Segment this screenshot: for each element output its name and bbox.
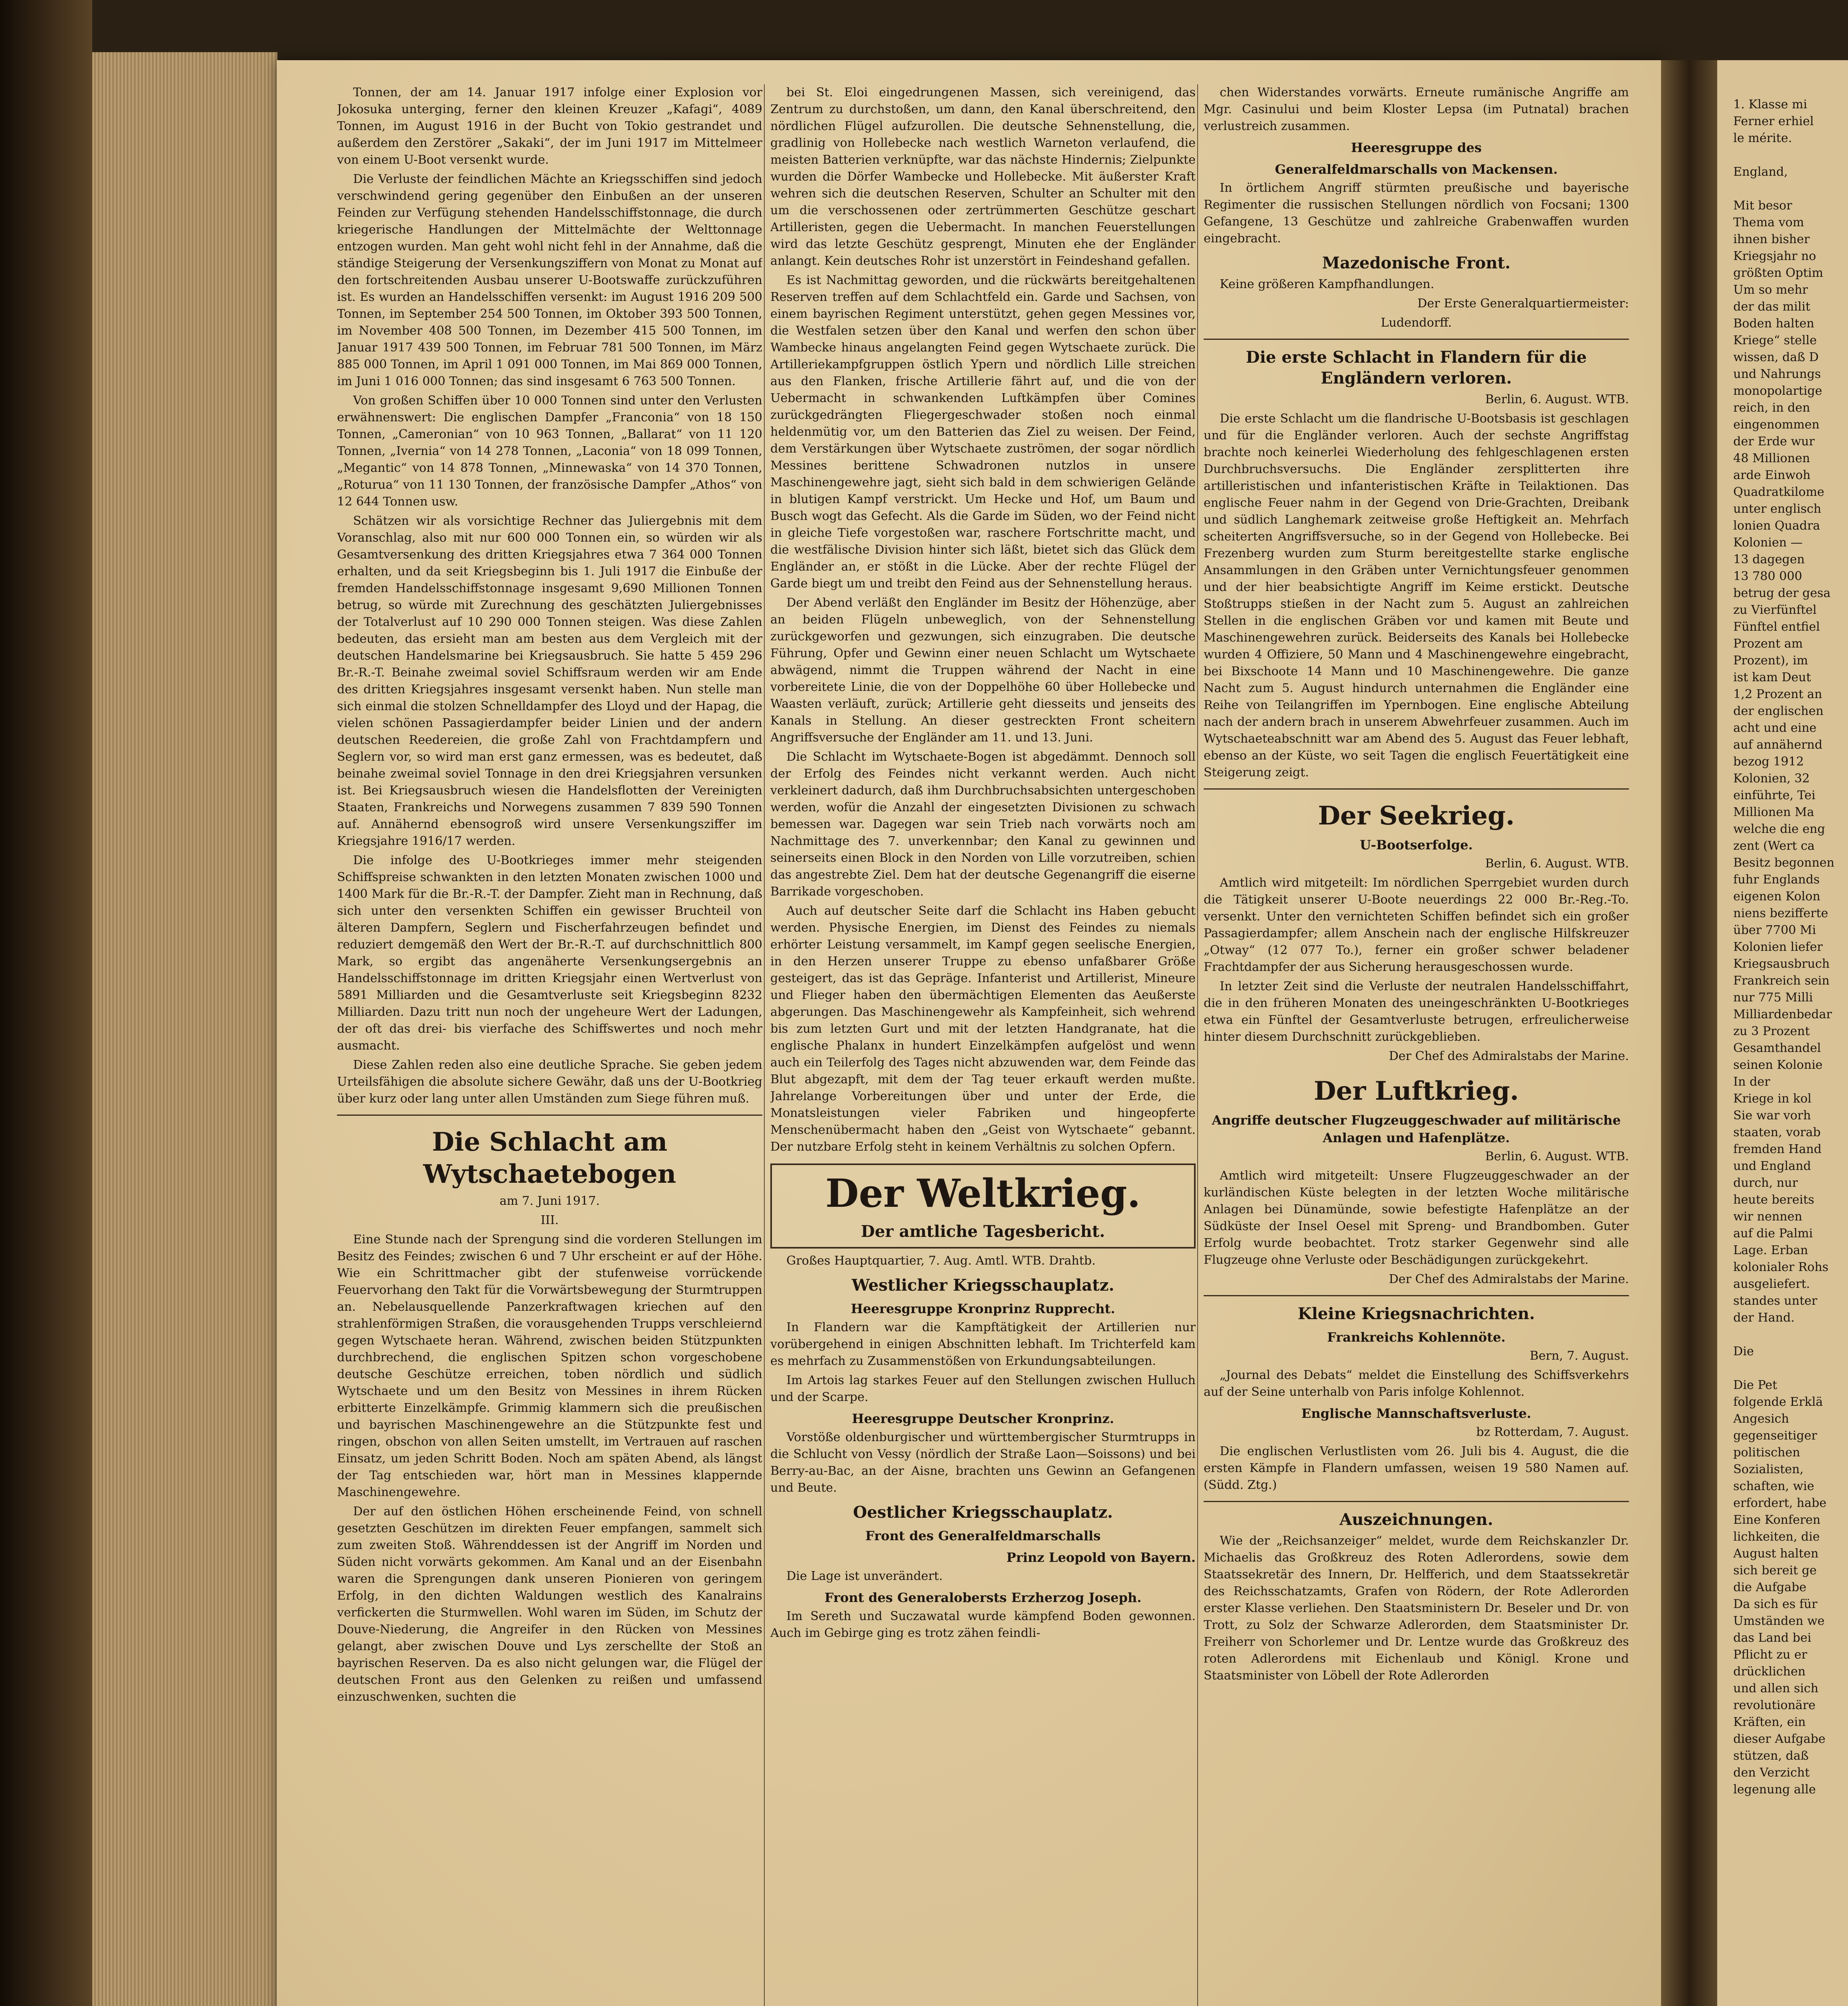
news-heading: Frankreichs Kohlennöte. (1327, 1330, 1506, 1345)
section-subtitle: Angriffe deutscher Flugzeuggeschwader auf militärische Anlagen und Hafenplätze. (1212, 1113, 1621, 1145)
divider (337, 1115, 762, 1116)
next-page-line: zent (Wert ca (1733, 839, 1815, 853)
paragraph: chen Widerstandes vorwärts. Erneute rumänische Angriffe am Mgr. Casinului und beim Kloster Lepsa (im Putnatal) brachen verlustreich zusammen. (1204, 85, 1629, 133)
next-page-line: Angesich (1733, 1412, 1789, 1426)
next-page-line: staaten, vorab (1733, 1125, 1821, 1139)
next-page-line: ist kam Deut (1733, 670, 1811, 684)
dateline: Großes Hauptquartier, 7. Aug. Amtl. WTB. Drahtb. (786, 1254, 1096, 1268)
next-page-line: lonien Quadra (1733, 519, 1820, 533)
next-page-line: arde Einwoh (1733, 468, 1811, 482)
section-title: Der Seekrieg. (1318, 801, 1515, 831)
column-3 (1204, 84, 1629, 2006)
next-page-line: standes unter (1733, 1294, 1818, 1308)
paragraph: In Flandern war die Kampftätigkeit der Artillerien nur vorübergehend in einigen Abschnitten lebhaft. Im Trichterfeld kam es mehrfach zu Zusammenstößen von Erkundungsabteilungen. (770, 1320, 1196, 1368)
next-page-line: Da sich es für (1733, 1597, 1818, 1611)
next-page-line: Kolonien — (1733, 536, 1803, 550)
next-page-line: 13 780 000 (1733, 569, 1802, 583)
next-page-line: politischen (1733, 1446, 1800, 1460)
signature-name: Ludendorff. (1381, 316, 1452, 330)
paragraph: Diese Zahlen reden also eine deutliche Sprache. Sie geben jedem Urteilsfähigen die absolute sichere Gewähr, daß uns der U-Bootkrieg über kurz oder lang unter allen Umständen zum Siege führen muß. (337, 1058, 762, 1106)
next-page-line: Kolonien, 32 (1733, 772, 1810, 786)
newspaper-page (277, 60, 1661, 2006)
next-page-line: lichkeiten, die (1733, 1530, 1820, 1544)
paragraph: Tonnen, der am 14. Januar 1917 infolge einer Explosion vor Jokosuka unterging, ferner den kleinen Kreuzer „Kafagi“, 4089 Tonnen, im August 1916 in der Bucht von Tokio gestrandet und außerdem den Zerstörer „Sakaki“, der im Juni 1917 im Mittelmeer von einem U-Boot versenkt wurde. (337, 85, 762, 167)
next-page-line: Kriegsausbruch (1733, 957, 1830, 971)
next-page-line: eigenen Kolon (1733, 889, 1820, 904)
next-page-line: Die (1733, 1344, 1754, 1358)
next-page-line: drücklichen (1733, 1665, 1806, 1679)
group-heading: Generalfeldmarschalls von Mackensen. (1275, 162, 1558, 177)
next-page-line: der Erde wur (1733, 434, 1815, 449)
next-page-line: legenung alle (1733, 1783, 1816, 1797)
next-page-line: fremden Hand (1733, 1142, 1822, 1156)
next-page-line: acht und eine (1733, 721, 1817, 735)
section-title: Kleine Kriegsnachrichten. (1298, 1304, 1535, 1323)
next-page-line: Gesamthandel (1733, 1041, 1821, 1055)
paragraph: Der Abend verläßt den Engländer im Besitz der Höhenzüge, aber an beiden Flügeln unbeweglich, von der Sehnenstellung zurückgeworfen und gezwungen, sich einzugraben. Die deutsche Führung, Opfer und Gewinn einer neuen Schlacht um Wytschaete abwägend, nimmt die Truppen während der Nacht in eine vorbereitete Linie, die von der Doppelhöhe 60 über Hollebecke und Waasten verläuft, zurück; Artillerie geht diesseits und jenseits des Kanals in Stellung. An dieser gestreckten Front scheitern Angriffsversuche der Engländer am 11. und 13. Juni. (770, 596, 1196, 745)
next-page-line: Milliardenbedar (1733, 1007, 1832, 1021)
divider (1204, 339, 1629, 340)
next-page-line: Kräften, ein (1733, 1715, 1806, 1729)
divider (1204, 1501, 1629, 1502)
group-heading: Heeresgruppe des (1351, 140, 1482, 155)
next-page-line: 13 dagegen (1733, 552, 1805, 566)
paragraph: Der auf den östlichen Höhen erscheinende Feind, von schnell gesetzten Geschützen im direkten Feuer empfangen, sammelt sich zum zweiten Stoß. Währenddessen ist der Angriff im Norden und Süden nicht vorwärts gekommen. Am Kanal und an der Eisenbahn waren die Sprengungen dank unseren Pionieren von geringem Erfolg, in den dichten Waldungen westlich des Kanalrains verfickerten die Sturmwellen. Wohl waren im Süden, im Schutz der Douve-Niederung, die Angreifer in den Rücken von Messines gelangt, aber zwischen Douve und Lys zerschellte der Stoß an bayrischen Reserven. Da es also nicht gelungen war, die Flügel der deutschen Front aus den Gelenken zu reißen und umfassend einzuschwenken, suchten die (337, 1504, 762, 1704)
paragraph: Wie der „Reichsanzeiger“ meldet, wurde dem Reichskanzler Dr. Michaelis das Großkreuz des Roten Adlerordens, sowie dem Staatssekretär des Innern, Dr. Helfferich, und dem Staatssekretär des Reichsschatzamts, Grafen von Rödern, der Rote Adlerorden erster Klasse verliehen. Den Staatsministern Dr. Beseler und Dr. von Trott, zu Solz der Schwarze Adlerorden, dem Staatsminister Dr. Freiherr von Schorlemer und Dr. Lentze wurde das Großkreuz des roten Adlerordens mit Eichenlaub und Königl. Krone und Staatsminister von Löbell der Rote Adlerorden (1204, 1534, 1629, 1683)
section-title: Der Weltkrieg. (825, 1171, 1141, 1216)
next-page-line: Kriege“ stelle (1733, 333, 1817, 347)
article-dateline: Berlin, 6. August. WTB. (1485, 857, 1629, 871)
weltkrieg-banner (770, 1163, 1196, 1249)
next-page-line (1733, 1360, 1848, 1377)
next-page-line: Prozent am (1733, 637, 1803, 651)
next-page-line: Prozent), im (1733, 654, 1808, 668)
next-page-line: Umständen we (1733, 1614, 1825, 1628)
next-page-line (1733, 147, 1848, 164)
next-page-line: der Hand. (1733, 1311, 1795, 1325)
next-page-line: Kriege in kol (1733, 1092, 1811, 1106)
next-page-line: und Nahrungs (1733, 367, 1821, 381)
next-page-line: Sie war vorh (1733, 1109, 1811, 1123)
paragraph: Von großen Schiffen über 10 000 Tonnen sind unter den Verlusten erwähnenswert: Die englischen Dampfer „Franconia“ von 18 150 Tonnen, „Cameronian“ von 10 963 Tonnen, „Ballarat“ von 11 120 Tonnen, „Ivernia“ von 14 278 Tonnen, „Laconia“ von 18 099 Tonnen, „Megantic“ von 14 878 Tonnen, „Minnewaska“ von 14 370 Tonnen, „Roturua“ von 11 130 Tonnen, der französische Dampfer „Athos“ von 12 644 Tonnen usw. (337, 394, 762, 509)
book-gutter (1661, 60, 1717, 2006)
next-page-line: ihnen bisher (1733, 232, 1810, 246)
next-page-line (1733, 1326, 1848, 1343)
next-page-line: Sozialisten, (1733, 1462, 1804, 1476)
next-page-line: nur 775 Milli (1733, 991, 1813, 1005)
next-page-line: wissen, daß D (1733, 350, 1819, 364)
next-page-line: durch, nur (1733, 1176, 1798, 1190)
next-page-line: schaften, wie (1733, 1479, 1814, 1493)
paragraph: Im Artois lag starkes Feuer auf den Stellungen zwischen Hulluch und der Scarpe. (770, 1373, 1196, 1404)
paragraph: bei St. Eloi eingedrungenen Massen, sich vereinigend, das Zentrum zu durchstoßen, um dann, den Kanal überschreitend, den nördlichen Flügel aufzurollen. Die deutsche Sehnenstellung, die, gradlinig von Hollebecke nach westlich Warneton verlaufend, die meisten Batterien verknüpfte, war das nächste Hindernis; Zielpunkte wurden die Dörfer Wambecke und Hollebecke. Mit äußerster Kraft wehren sich die deutschen Reserven, Schulter an Schulter mit den um die verschossenen oder zertrümmerten Geschütze geschart Artilleristen, gegen die Uebermacht. In manchen Feuerstellungen wird das letzte Geschütz gesprengt, Minuten ehe der Engländer anlangt. Kein deutsches Rohr ist unzerstört in Feindeshand gefallen. (770, 85, 1196, 268)
next-page-line: der englischen (1733, 704, 1824, 718)
next-page-line: le mérite. (1733, 131, 1792, 145)
page-edges (92, 52, 278, 2006)
next-page-line: reich, in den (1733, 401, 1810, 415)
paragraph: Eine Stunde nach der Sprengung sind die vorderen Stellungen im Besitz des Feindes; zwischen 6 und 7 Uhr erscheint er auf der Höhe. Wie ein Schrittmacher gibt der stufenweise vorrückende Feuervorhang den Takt für die Vorwärtsbewegung der Sturmtruppen an. Nebelausquellende Panzerkraftwagen kriechen auf den strahlenförmigen Straßen, die vorausgehenden Trupps verschleiernd gegen Wytschaete heran. Während, zwischen beiden Stützpunkten durchbrechend, die englischen Spitzen schon vorgeschobene deutsche Geschütze erreichen, toben nördlich und südlich Wytschaete und um den Besitz von Messines in ihrem Rücken erbitterte Einzelkämpfe. Grimmig klammern sich die preußischen und bayrischen Maschinengewehre an die Stützpunkte fest und ringen, obschon von allen Seiten umstellt, im Vertrauen auf raschen Einsatz, um jeden Schritt Boden. Noch am späten Abend, als längst der Tag entschieden war, hört man in Messines klappernde Maschinengewehre. (337, 1232, 762, 1499)
paragraph: Die Schlacht im Wytschaete-Bogen ist abgedämmt. Dennoch soll der Erfolg des Feindes nicht verkannt werden. Auch nicht verkleinert dadurch, daß ihm Durchbruchsabsichten untergeschoben werden, wofür die Anzahl der eingesetzten Divisionen zu schwach bemessen war. Dagegen war sein Trieb nach vorwärts noch am Nachmittage des 7. unverkennbar; den Kanal zu gewinnen und seinerseits einen Block in den Norden von Lille vorzutreiben, schien das angestrebte Ziel. Dem hat der deutsche Gegenangriff die eiserne Barrikade vorgeschoben. (770, 750, 1196, 899)
section-subtitle: U-Bootserfolge. (1360, 837, 1473, 853)
signature: Der Chef des Admiralstabs der Marine. (1389, 1272, 1629, 1286)
next-page-line: sich bereit ge (1733, 1563, 1817, 1578)
paragraph: Keine größeren Kampfhandlungen. (1220, 277, 1434, 291)
next-page-line: England, (1733, 165, 1788, 179)
next-page-line: heute bereits (1733, 1193, 1814, 1207)
divider (1204, 788, 1629, 790)
next-page-line: monopolartige (1733, 384, 1822, 398)
subsection-heading: Oestlicher Kriegsschauplatz. (853, 1503, 1113, 1522)
next-page-line: zu 3 Prozent (1733, 1024, 1810, 1038)
signature: Der Erste Generalquartiermeister: (1417, 296, 1629, 311)
group-heading: Front des Generalfeldmarschalls (865, 1528, 1101, 1543)
next-page-line: dieser Aufgabe (1733, 1732, 1826, 1746)
paragraph: Die infolge des U-Bootkrieges immer mehr steigenden Schiffspreise schwankten in den letzten Monaten zwischen 1000 und 1400 Mark für die Br.-R.-T. der Dampfer. Zieht man in Rechnung, daß sich unter den versenkten Schiffen ein gewisser Bruchteil von älteren Dampfern, Seglern und Fischerfahrzeugen befindet und reduziert demgemäß den Wert der Br.-R.-T. auf durchschnittlich 800 Mark, so ergibt das angenäherte Versenkungsergebnis an Handelsschiffstonnage im dritten Kriegsjahr einen Wertverlust von 5891 Milliarden und die Gesamtverluste seit Kriegsbeginn 8232 Milliarden. Dazu tritt nun noch der ungeheure Wert der Ladungen, der oft das drei- bis vierfache des Schiffswertes und noch mehr ausmacht. (337, 853, 762, 1053)
column-rule (1197, 84, 1198, 2006)
article-headline: Die Schlacht am Wytschaetebogen (423, 1127, 676, 1189)
next-page-line: Quadratkilome (1733, 485, 1824, 499)
next-page-line: über 7700 Mi (1733, 923, 1816, 937)
column-1 (337, 84, 762, 2006)
next-page-line: 1. Klasse mi (1733, 97, 1807, 112)
next-page-line: revolutionäre (1733, 1698, 1816, 1712)
next-page-line: seinen Kolonie (1733, 1058, 1823, 1072)
next-page-line: stützen, daß (1733, 1749, 1809, 1763)
paragraph: Auch auf deutscher Seite darf die Schlacht ins Haben gebucht werden. Physische Energien, im Dienst des Feindes zu niemals erhörter Leistung versammelt, im Kampf gegen seelische Energien, in den Herzen unserer Truppe zu ebenso unfaßbarer Größe gesteigert, das ist das Gepräge. Infanterist und Artillerist, Mineure und Flieger haben den übermächtigen Elementen das Aeußerste abgerungen. Das Maschinengewehr als Kampfeinheit, sich wehrend bis zum letzten Gurt und mit der letzten Handgranate, hat die englische Phalanx in hundert Einzelkämpfen aufgelöst und wenn auch ein Teilerfolg des Tages nicht abzuwenden war, dem Feinde das Blut abgezapft, mit dem der Tag teuer erkauft werden mußte. Jahrelange Vorbereitungen über und unter der Erde, die Monatsleistungen vieler Fabriken und hingeopferte Menschenübermacht haben den „Geist von Wytschaete“ gebannt. Der nutzbare Erfolg steht in keinem Verhältnis zu solchen Opfern. (770, 904, 1196, 1154)
next-page-line: niens bezifferte (1733, 906, 1828, 920)
next-page-line: und allen sich (1733, 1681, 1819, 1695)
section-subtitle: Der amtliche Tagesbericht. (861, 1222, 1105, 1241)
next-page-line: eingenommen (1733, 418, 1820, 432)
paragraph: In letzter Zeit sind die Verluste der neutralen Handelsschiffahrt, die in den früheren Monaten des uneingeschränkten U-Bootkrieges etwa ein Fünftel der Gesamtverluste betrugen, erfreulicherweise hinter diesem Durchschnitt zurückgeblieben. (1204, 979, 1629, 1044)
next-page-line: In der (1733, 1075, 1771, 1089)
next-page-line: 48 Millionen (1733, 451, 1810, 465)
news-heading: Englische Mannschaftsverluste. (1301, 1406, 1531, 1421)
next-page-column (1733, 96, 1848, 1798)
paragraph: Die englischen Verlustlisten vom 26. Juli bis 4. August, die die ersten Kämpfe in Flandern umfassen, weisen 19 580 Namen auf. (Südd. Ztg.) (1204, 1444, 1629, 1492)
next-page-line: Pflicht zu er (1733, 1648, 1807, 1662)
article-date: am 7. Juni 1917. (500, 1194, 600, 1208)
next-page-line: bezog 1912 (1733, 755, 1804, 769)
next-page-line: betrug der gesa (1733, 586, 1831, 600)
next-page-line (1733, 181, 1848, 197)
next-page-line: und England (1733, 1159, 1811, 1173)
article-dateline: bz Rotterdam, 7. August. (1476, 1425, 1629, 1439)
next-page-line: Die Pet (1733, 1378, 1777, 1392)
next-page-line: Frankreich sein (1733, 974, 1830, 988)
paragraph: Die Verluste der feindlichen Mächte an Kriegsschiffen sind jedoch verschwindend gering gegenüber den Einbußen an der unseren Feinden zur Verfügung stehenden Handelsschiffstonnage, die durch kriegerische Handlungen der Mittelmächte der Welttonnage entzogen wurden. Man geht wohl nicht fehl in der Annahme, daß die ständige Steigerung der Versenkungsziffern von Monat zu Monat auf den fortschreitenden Ausbau unserer U-Bootswaffe zurückzuführen ist. Es wurden an Handelsschiffen versenkt: im August 1916 209 500 Tonnen, im September 254 500 Tonnen, im Oktober 393 500 Tonnen, im November 408 500 Tonnen, im Dezember 415 500 Tonnen, im Januar 1917 439 500 Tonnen, im Februar 781 500 Tonnen, im März 885 000 Tonnen, im April 1 091 000 Tonnen, im Mai 869 000 Tonnen, im Juni 1 016 000 Tonnen; das sind insgesamt 6 763 500 Tonnen. (337, 172, 762, 388)
paragraph: Die erste Schlacht um die flandrische U-Bootsbasis ist geschlagen und für die Engländer verloren. Auch der sechste Angriffstag brachte noch keinerlei Wiederholung des fehlgeschlagenen ersten Durchbruchsversuchs. Die Engländer zersplitterten ihre artilleristischen und infanteristischen Kräfte in Teilaktionen. Das englische Feuer nahm in der Gegend von Drie-Grachten, Dreibank und südlich Langhemark zeitweise große Heftigkeit an. Mehrfach scheiterten Angriffsversuche, so in der Gegend von Hollebecke. Bei Frezenberg wurden zum Sturm bereitgestellte starke englische Ansammlungen in den Gräben unter Vernichtungsfeuer genommen und der hier beabsichtigte Angriff im Keime erstickt. Deutsche Stoßtrupps stießen in der Nacht zum 5. August an zahlreichen Stellen in die englischen Gräben vor und kamen mit Beute und Maschinengewehren zurück. Beiderseits des Kanals bei Hollebecke wurden 4 Offiziere, 50 Mann und 4 Maschinengewehre eingebracht, bei Bixschoote 14 Mann und 10 Maschinengewehre. Die ganze Nacht zum 5. August hindurch unternahmen die Engländer eine Reihe von Teilangriffen im Ypernbogen. Eine englische Abteilung nach der andern brach in unserem Abwehrfeuer zusammen. Auch im Wytschaeteabschnitt war am Abend des 5. August das Feuer lebhaft, ebenso an der Küste, wo seit Tagen die englisch Feuertätigkeit eine Steigerung zeigt. (1204, 412, 1629, 780)
next-page-line: 1,2 Prozent an (1733, 687, 1822, 701)
paragraph: In örtlichem Angriff stürmten preußische und bayerische Regimenter die russischen Stellungen nördlich von Focsani; 1300 Gefangene, 13 Geschütze und zahlreiche Grabenwaffen wurden eingebracht. (1204, 181, 1629, 246)
next-page-line: Ferner erhiel (1733, 114, 1814, 128)
group-heading: Heeresgruppe Deutscher Kronprinz. (852, 1411, 1114, 1426)
next-page-line: die Aufgabe (1733, 1580, 1807, 1594)
group-heading: Front des Generalobersts Erzherzog Joseph. (824, 1590, 1141, 1605)
next-page-line: gegenseitiger (1733, 1429, 1817, 1443)
next-page-line: folgende Erklä (1733, 1395, 1823, 1409)
next-page-line: auf annähernd (1733, 738, 1823, 752)
next-page-line: Thema vom (1733, 215, 1804, 229)
divider (1204, 1295, 1629, 1296)
next-page-line: kolonialer Rohs (1733, 1260, 1829, 1274)
article-dateline: Bern, 7. August. (1529, 1349, 1629, 1363)
paragraph: Schätzen wir als vorsichtige Rechner das Juliergebnis mit dem Voranschlag, also mit nur 600 000 Tonnen ein, so würden wir als Gesamtversenkung des dritten Kriegsjahres etwa 7 364 000 Tonnen erhalten, und da seit Kriegsbeginn bis 1. Juli 1917 die Einbuße der fremden Handelsschiffstonnage insgesamt 9,690 Millionen Tonnen betrug, so würde mit Zurechnung des geschätzten Juliergebnisses der Totalverlust auf 10 290 000 Tonnen steigen. Was diese Zahlen bedeuten, das ersieht man am besten aus dem Vergleich mit der deutschen Handelsmarine bei Kriegsausbruch. Sie hatte 5 459 296 Br.-R.-T. Beinahe zweimal soviel Schiffsraum werden wir am Ende des dritten Kriegsjahres insgesamt versenkt haben. Nun stelle man sich einmal die stolzen Schnelldampfer des Lloyd und der Hapag, die vielen schönen Passagierdampfer beider Linien und der andern deutschen Reedereien, die große Zahl von Frachtdampfern und Seglern vor, so wird man erst ganz ermessen, was es bedeutet, daß beinahe zweimal soviel Tonnage in den drei Kriegsjahren versunken ist. Bei Kriegsausbruch wiesen die Handelsflotten der Vereinigten Staaten, Frankreichs und Norwegens zusammen 7 839 590 Tonnen auf. Annähernd ebensogroß wird unsere Versenkungsziffer im Kriegsjahre 1916/17 werden. (337, 514, 762, 848)
next-page-line: Lage. Erban (1733, 1243, 1808, 1257)
column-2 (770, 84, 1196, 2006)
next-page-line: den Verzicht (1733, 1766, 1810, 1780)
next-page-line: Millionen Ma (1733, 805, 1814, 819)
next-page-line: Eine Konferen (1733, 1513, 1821, 1527)
next-page-line: August halten (1733, 1547, 1819, 1561)
next-page-line: Boden halten (1733, 317, 1814, 331)
section-title: Der Luftkrieg. (1314, 1076, 1519, 1106)
next-page-line: Fünftel entfiel (1733, 620, 1820, 634)
paragraph: Es ist Nachmittag geworden, und die rückwärts bereitgehaltenen Reserven treffen auf dem Schlachtfeld ein. Garde und Sachsen, von einem bayrischen Regiment unterstützt, gehen gegen Messines vor, die Westfalen setzen über den Kanal und werfen den schon über Wambecke hinaus angelangten Feind gegen Wytschaete zurück. Die Artilleriekampfgruppen östlich Ypern und nördlich Lille streichen aus den Flanken, frische Artillerie fährt auf, und die von der Uebermacht in schwankenden Luftkämpfen über Comines zurückgedrängten Fliegergeschwader stoßen noch einmal heldenmütig vor, um den Batterien das Ziel zu weisen. Der Feind, dem Verstärkungen über Wytschaete zuströmen, der sogar nördlich Messines berittene Schwadronen nutzlos in unsere Maschinengewehre jagt, sieht sich bald in dem schwierigen Gelände in blutigen Kampf verstrickt. Um Hecke und Hof, um Baum und Busch wogt das Gefecht. Als die Garde im Süden, wo der Feind nicht in gleiche Tiefe vorgestoßen war, raschere Fortschritte macht, und die westfälische Division hinter sich läßt, bietet sich das Glück dem Engländer an, er stößt in die Lücke. Aber der rechte Flügel der Garde biegt um und treibt den Feind aus der Sehnenstellung heraus. (770, 273, 1196, 591)
next-page-line: einführte, Tei (1733, 788, 1816, 802)
article-headline: Die erste Schlacht in Flandern für die Engländern verloren. (1246, 348, 1587, 388)
paragraph: Amtlich wird mitgeteilt: Im nördlichen Sperrgebiet wurden durch die Tätigkeit unserer U-Boote neuerdings 22 000 Br.-Reg.-To. versenkt. Unter den vernichteten Schiffen befindet sich ein großer Passagierdampfer; allem Anschein nach der englische Hilfskreuzer „Otway“ (12 077 To.), ferner ein großer schwer beladener Frachtdampfer der aus Sicherung herausgeschossen wurde. (1204, 876, 1629, 974)
next-page-line: Kolonien liefer (1733, 940, 1823, 954)
article-part: III. (540, 1213, 559, 1227)
next-page-line: ausgeliefert. (1733, 1277, 1810, 1291)
paragraph: Die Lage ist unverändert. (786, 1569, 943, 1583)
next-page-line: welche die eng (1733, 822, 1825, 836)
group-heading: Heeresgruppe Kronprinz Rupprecht. (851, 1301, 1115, 1316)
next-page-line: Kriegsjahr no (1733, 249, 1816, 263)
subsection-heading: Mazedonische Front. (1322, 254, 1511, 272)
paragraph: „Journal des Debats“ meldet die Einstellung des Schiffsverkehrs auf der Seine unterhalb von Paris infolge Kohlennot. (1204, 1368, 1629, 1399)
next-page-line: Um so mehr (1733, 283, 1808, 297)
paragraph: Vorstöße oldenburgischer und württembergischer Sturmtrupps in die Schlucht von Vessy (nördlich der Straße Laon—Soissons) und bei Berry-au-Bac, an der Aisne, brachten uns Gewinn an Gefangenen und Beute. (770, 1430, 1196, 1495)
news-heading: Auszeichnungen. (1339, 1510, 1493, 1529)
column-rule (764, 84, 765, 2006)
signature: Der Chef des Admiralstabs der Marine. (1389, 1049, 1629, 1063)
next-page-line: fuhr Englands (1733, 873, 1820, 887)
next-page-line: Mit besor (1733, 199, 1792, 213)
next-page-line: erfordert, habe (1733, 1496, 1827, 1510)
paragraph: Amtlich wird mitgeteilt: Unsere Flugzeuggeschwader an der kurländischen Küste belegten in der letzten Woche militärische Anlagen bei Dünamünde, sowie befestigte Hafenplätze an der Südküste der Insel Oesel mit Spreng- und Brandbomben. Guter Erfolg wurde beobachtet. Trotz starker Gegenwehr sind alle Flugzeuge ohne Verluste oder Beschädigungen zurückgekehrt. (1204, 1169, 1629, 1267)
group-heading: Prinz Leopold von Bayern. (1006, 1550, 1196, 1565)
subsection-heading: Westlicher Kriegsschauplatz. (851, 1276, 1115, 1295)
next-page-line: wir nennen (1733, 1210, 1802, 1224)
next-page-line: Besitz begonnen (1733, 856, 1835, 870)
next-page-line: größten Optim (1733, 266, 1824, 280)
next-page-line: der das milit (1733, 300, 1811, 314)
next-page-line: zu Vierfünftel (1733, 603, 1817, 617)
paragraph: Im Sereth und Suczawatal wurde kämpfend Boden gewonnen. Auch im Gebirge ging es trotz zähen feindli- (770, 1609, 1196, 1640)
article-dateline: Berlin, 6. August. WTB. (1485, 392, 1629, 406)
next-page-line: auf die Palmi (1733, 1226, 1813, 1241)
book-binding (0, 0, 92, 2006)
article-dateline: Berlin, 6. August. WTB. (1485, 1149, 1629, 1163)
next-page-line: das Land bei (1733, 1631, 1811, 1645)
next-page-line: unter englisch (1733, 502, 1822, 516)
next-page-edge (1717, 60, 1848, 2006)
